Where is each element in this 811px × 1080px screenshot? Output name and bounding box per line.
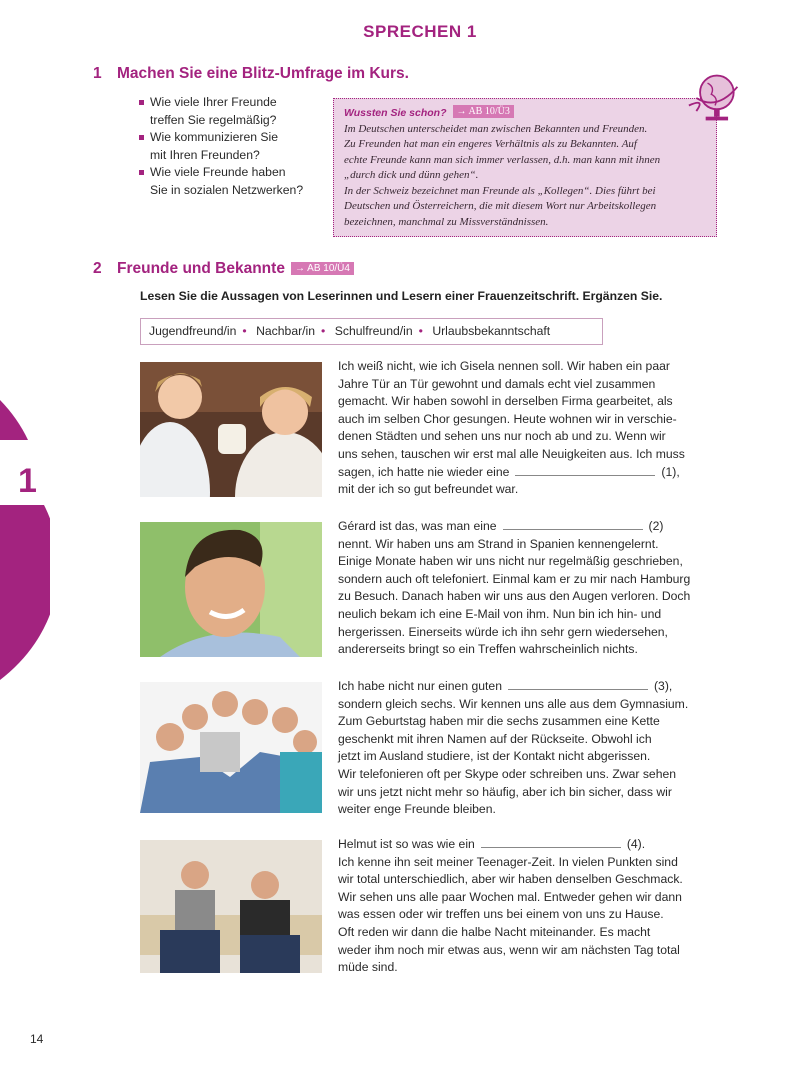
fill-in-blank[interactable]	[515, 465, 655, 476]
list-item: Wie kommunizieren Sie mit Ihren Freunden?	[126, 129, 326, 164]
text-line	[338, 464, 738, 482]
word-option: Jugendfreund/in	[149, 324, 237, 338]
chapter-number: 1	[18, 462, 37, 500]
info-box	[333, 98, 717, 237]
info-line: echte Freunde kann man sich immer verlassen, d.h. man kann mit ihnen	[344, 153, 661, 166]
text-line: was essen oder wir treffen uns bei einem von uns zu Hause.	[338, 907, 664, 922]
instruction: Lesen Sie die Aussagen von Leserinnen und Lesern einer Frauenzeitschrift. Ergänzen Sie.	[140, 289, 663, 303]
text-line: auch im selben Chor gesungen. Heute wohnen wir in verschie-	[338, 411, 677, 426]
text-line: neulich bekam ich eine E-Mail von ihm. Nun bin ich hin- und	[338, 606, 662, 621]
list-item: Wie viele Ihrer Freunde treffen Sie regelmäßig?	[126, 94, 326, 129]
text-line: hergerissen. Einerseits würde ich ihn sehr gern wiedersehen,	[338, 624, 668, 639]
info-title: Wussten Sie schon?	[344, 107, 447, 119]
text-line: geschenkt mit ihren Namen auf der Rückseite. Obwohl ich	[338, 731, 652, 746]
text-line: zu Besuch. Danach haben wir uns aus den Augen verloren. Doch	[338, 589, 691, 604]
text-line: weiter enge Freunde bleiben.	[338, 802, 496, 817]
section-number: 2	[93, 260, 102, 277]
workbook-ref-link[interactable]: → AB 10/Ü3	[453, 105, 514, 118]
text-line: jetzt im Ausland studiere, ist der Kontakt nicht abgerissen.	[338, 749, 651, 764]
photo-group-of-friends	[140, 682, 322, 813]
section-number: 1	[93, 65, 102, 82]
text-block-3	[338, 678, 738, 819]
fill-in-blank[interactable]	[508, 679, 648, 690]
text-line: nennt. Wir haben uns am Strand in Spanien kennengelernt.	[338, 536, 659, 551]
chapter-tab-shape	[0, 385, 50, 685]
text-line: mit der ich so gut befreundet war.	[338, 482, 519, 497]
text-line: Wir telefonieren oft per Skype oder schreiben uns. Zwar sehen	[338, 766, 677, 781]
section-title: Machen Sie eine Blitz-Umfrage im Kurs.	[117, 65, 409, 82]
page-number: 14	[30, 1032, 44, 1046]
text-line: denen Städten und sehen uns nur noch ab und zu. Wenn wir	[338, 429, 666, 444]
text-line: Jahre Tür an Tür gewohnt und damals echt viel zusammen	[338, 376, 656, 391]
photo-two-women-coffee	[140, 362, 322, 497]
text-line: sondern auch oft telefoniert. Einmal kam er zu mir nach Hamburg	[338, 571, 691, 586]
text-before-blank: Helmut ist so was wie ein	[338, 837, 475, 851]
info-line: „durch dick und dünn gehen“.	[344, 169, 479, 181]
list-item: Wie viele Freunde haben Sie in sozialen Netzwerken?	[126, 164, 326, 199]
info-line: In der Schweiz bezeichnet man Freunde als „Kollegen“. Dies führt bei	[344, 184, 656, 197]
blank-number: (4).	[626, 837, 646, 851]
text-before-blank: Ich habe nicht nur einen guten	[338, 679, 502, 693]
info-line: Deutschen und Österreichern, die mit diesem Wort nur Arbeitskollegen	[344, 200, 657, 212]
word-option: Schulfreund/in	[334, 324, 413, 338]
text-before-blank: sagen, ich hatte nie wieder eine	[338, 464, 510, 479]
text-line: sondern gleich sechs. Wir kennen uns alle aus dem Gymnasium.	[338, 696, 689, 711]
text-line: Zum Geburtstag haben mir die sechs zusammen eine Kette	[338, 714, 660, 729]
info-line: Im Deutschen unterscheidet man zwischen Bekannten und Freunden.	[344, 122, 648, 135]
text-line: wir total unterschiedlich, aber wir haben denselben Geschmack.	[338, 872, 683, 887]
workbook-ref-link[interactable]: → AB 10/Ü4	[291, 262, 354, 275]
text-line: weder ihm noch mir etwas aus, wenn wir am nächsten Tag total	[338, 942, 680, 957]
text-block-1	[338, 358, 738, 499]
blank-number: (2)	[648, 519, 664, 533]
text-line	[338, 836, 738, 854]
text-line: wir uns jetzt nicht mehr so häufig, aber ich bin sicher, dass wir	[338, 784, 672, 799]
word-option: Urlaubsbekanntschaft	[432, 324, 551, 338]
blank-number: (1),	[661, 464, 680, 479]
question-list	[126, 94, 326, 199]
text-before-blank: Gérard ist das, was man eine	[338, 519, 497, 533]
photo-smiling-man	[140, 522, 322, 657]
text-line: Ich kenne ihn seit meiner Teenager-Zeit. In vielen Punkten sind	[338, 854, 678, 869]
text-line: gemacht. Wir haben sowohl in derselben Firma gearbeitet, als	[338, 394, 673, 409]
photo-two-men-on-sofa	[140, 840, 322, 973]
text-line: Oft reden wir dann die halbe Nacht miteinander. Es macht	[338, 924, 651, 939]
text-block-4	[338, 836, 738, 977]
text-line: Einige Monate haben wir uns nicht nur regelmäßig geschrieben,	[338, 554, 683, 569]
globe-icon	[685, 70, 745, 126]
text-line	[338, 518, 738, 536]
fill-in-blank[interactable]	[503, 519, 643, 530]
text-line: müde sind.	[338, 960, 398, 975]
text-block-2	[338, 518, 738, 659]
text-line: Wir sehen uns alle paar Wochen mal. Entweder gehen wir dann	[338, 889, 682, 904]
info-line: bezeichnen, manchmal zu Missverständnissen.	[344, 215, 549, 228]
text-line: Ich weiß nicht, wie ich Gisela nennen soll. Wir haben ein paar	[338, 359, 670, 373]
word-bank: Jugendfreund/in • Nachbar/in • Schulfreund/in • Urlaubsbekanntschaft	[140, 318, 603, 345]
page-title: SPRECHEN 1	[363, 22, 477, 41]
section-2-heading	[93, 260, 354, 278]
text-line: andererseits bringt so ein Treffen wahrscheinlich nichts.	[338, 642, 638, 657]
text-line: uns sehen, tauschen wir erst mal alle Neuigkeiten aus. Ich muss	[338, 446, 685, 461]
blank-number: (3),	[653, 679, 673, 693]
text-line	[338, 678, 738, 696]
fill-in-blank[interactable]	[481, 837, 621, 848]
section-title: Freunde und Bekannte	[117, 260, 285, 277]
word-option: Nachbar/in	[256, 324, 316, 338]
info-line: Zu Freunden hat man ein engeres Verhältnis als zu Bekannten. Auf	[344, 138, 637, 150]
section-1-heading	[93, 65, 409, 83]
